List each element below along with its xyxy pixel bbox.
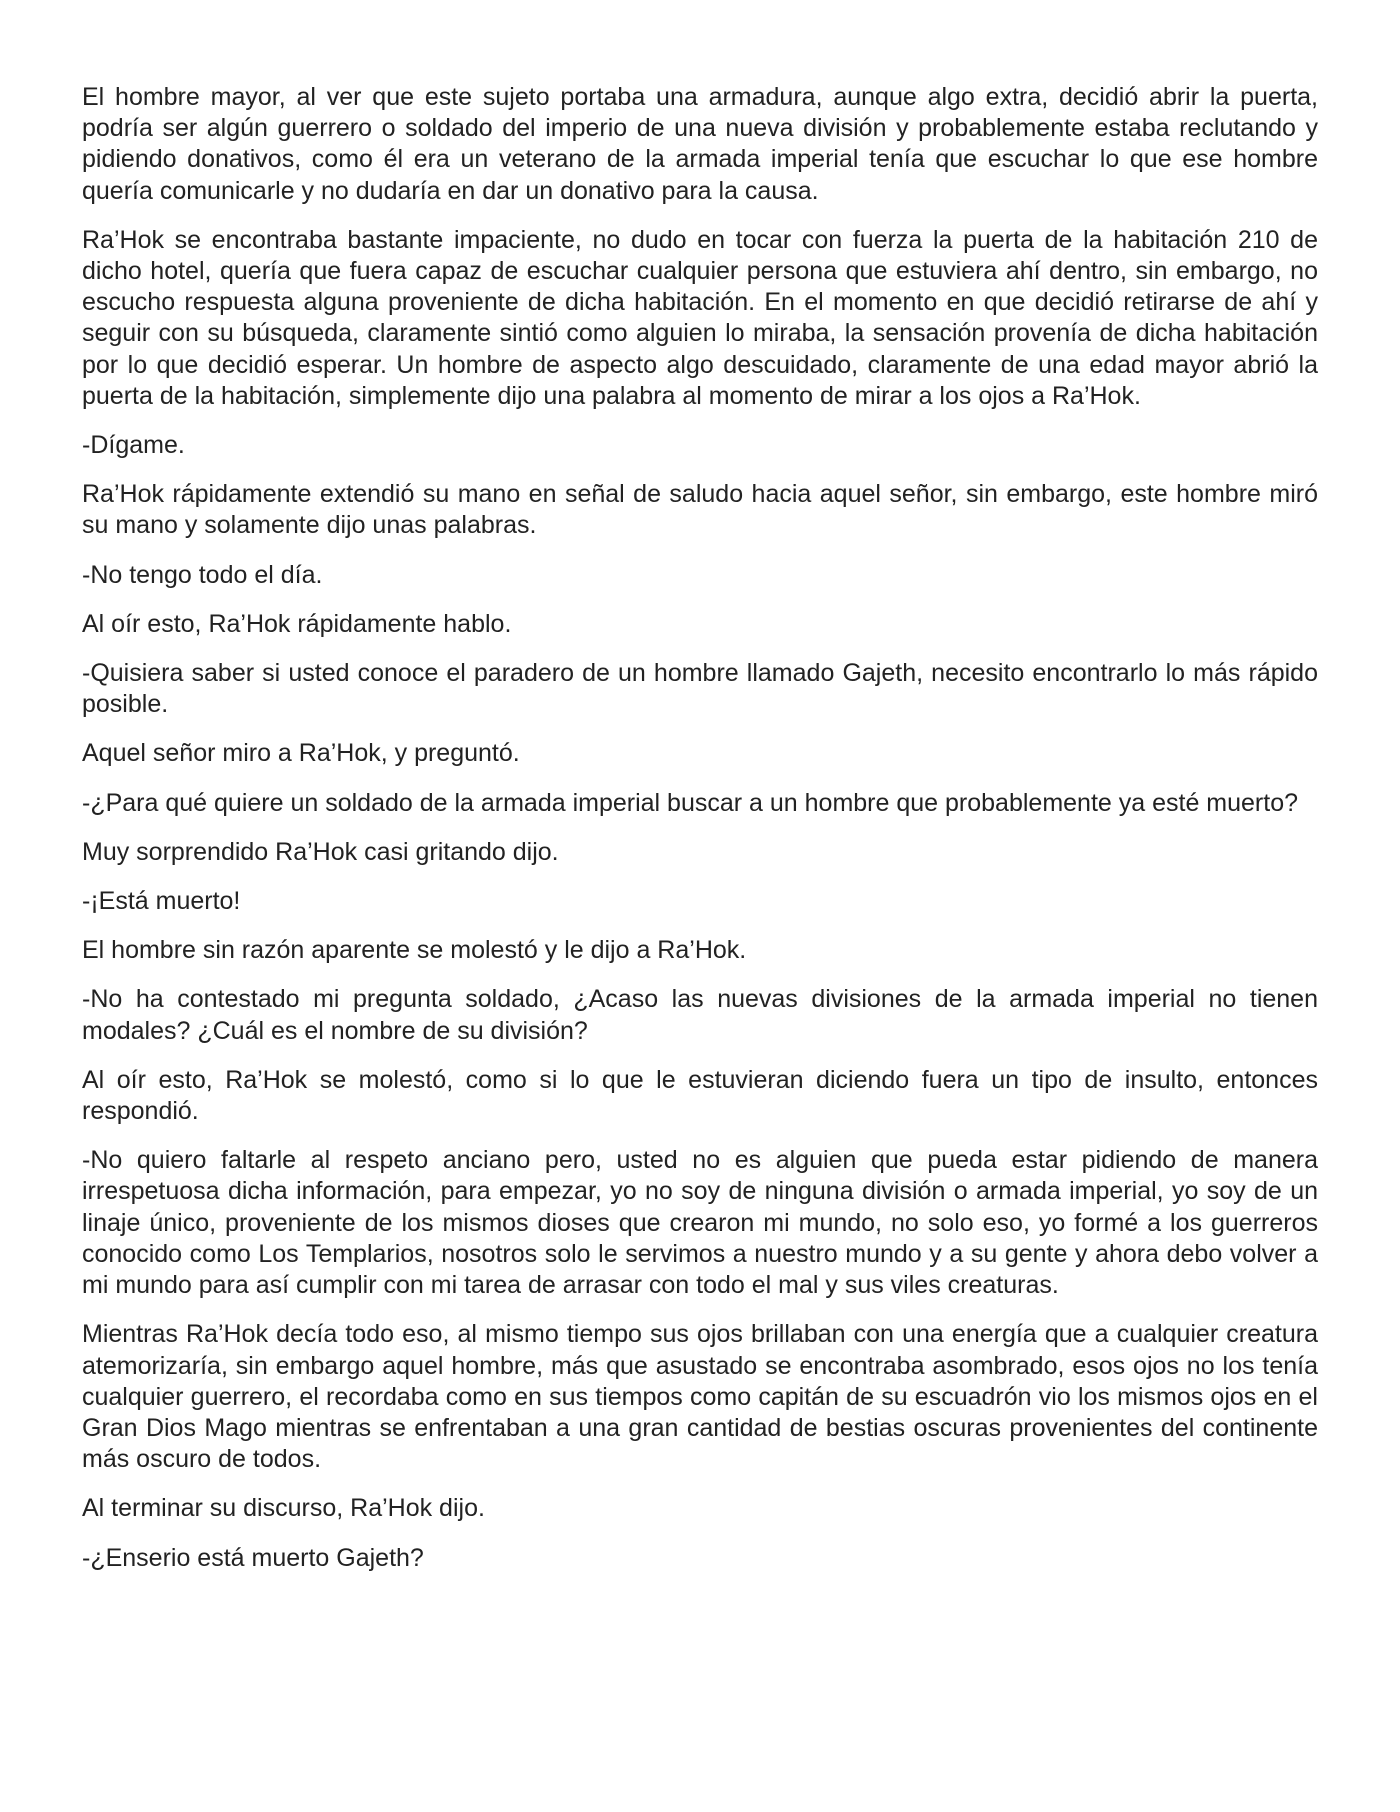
paragraph: Mientras Ra’Hok decía todo eso, al mismo tiempo sus ojos brillaban con una energía que a cualquier creatura atemorizaría, sin embargo aquel hombre, más que asustado se encontraba asombrado, esos ojos no los tenía cualquier guerrero, el recordaba como en sus tiempos como capitán de su escuadrón vio los mismos ojos en el Gran Dios Mago mientras se enfrentaban a una gran cantidad de bestias oscuras provenientes del continente más oscuro de todos. (82, 1320, 1318, 1474)
paragraph: Aquel señor miro a Ra’Hok, y preguntó. (82, 739, 520, 768)
dialogue-line: -No ha contestado mi pregunta soldado, ¿Acaso las nuevas divisiones de la armada imperial no tienen modales? ¿Cuál es el nombre de su división? (82, 985, 1318, 1045)
dialogue-line: -¿Enserio está muerto Gajeth? (82, 1543, 424, 1572)
dialogue-line: -No tengo todo el día. (82, 560, 323, 589)
dialogue-line: -Dígame. (82, 431, 185, 460)
paragraph: El hombre sin razón aparente se molestó y le dijo a Ra’Hok. (82, 936, 747, 965)
dialogue-line: -No quiero faltarle al respeto anciano pero, usted no es alguien que pueda estar pidiendo de manera irrespetuosa dicha información, para empezar, yo no soy de ninguna división o armada imperial, yo soy de un linaje único, proveniente de los mismos dioses que crearon mi mundo, no solo eso, yo formé a los guerreros conocido como Los Templarios, nosotros solo le servimos a nuestro mundo y a su gente y ahora debo volver a mi mundo para así cumplir con mi tarea de arrasar con todo el mal y sus viles creaturas. (82, 1146, 1318, 1300)
paragraph: Al oír esto, Ra’Hok rápidamente hablo. (82, 609, 512, 638)
paragraph: Ra’Hok se encontraba bastante impaciente, no dudo en tocar con fuerza la puerta de la habitación 210 de dicho hotel, quería que fuera capaz de escuchar cualquier persona que estuviera ahí dentro, sin embargo, no escucho respuesta alguna proveniente de dicha habitación. En el momento en que decidió retirarse de ahí y seguir con su búsqueda, claramente sintió como alguien lo miraba, la sensación provenía de dicha habitación por lo que decidió esperar. Un hombre de aspecto algo descuidado, claramente de una edad mayor abrió la puerta de la habitación, simplemente dijo una palabra al momento de mirar a los ojos a Ra’Hok. (82, 225, 1318, 410)
paragraph: Ra’Hok rápidamente extendió su mano en señal de saludo hacia aquel señor, sin embargo, este hombre miró su mano y solamente dijo unas palabras. (82, 480, 1318, 540)
dialogue-line: -¡Está muerto! (82, 887, 241, 916)
paragraph: Muy sorprendido Ra’Hok casi gritando dijo. (82, 837, 559, 866)
dialogue-line: -¿Para qué quiere un soldado de la armada imperial buscar a un hombre que probablemente ya esté muerto? (82, 788, 1299, 817)
paragraph: Al oír esto, Ra’Hok se molestó, como si lo que le estuvieran diciendo fuera un tipo de insulto, entonces respondió. (82, 1065, 1318, 1126)
paragraph: Al terminar su discurso, Ra’Hok dijo. (82, 1494, 485, 1523)
paragraph: El hombre mayor, al ver que este sujeto portaba una armadura, aunque algo extra, decidió abrir la puerta, podría ser algún guerrero o soldado del imperio de una nueva división y probablemente estaba reclutando y pidiendo donativos, como él era un veterano de la armada imperial tenía que escuchar lo que ese hombre quería comunicarle y no dudaría en dar un donativo para la causa. (82, 83, 1318, 205)
dialogue-line: -Quisiera saber si usted conoce el paradero de un hombre llamado Gajeth, necesito encontrarlo lo más rápido posible. (82, 659, 1318, 719)
document-page (82, 82, 1318, 1592)
